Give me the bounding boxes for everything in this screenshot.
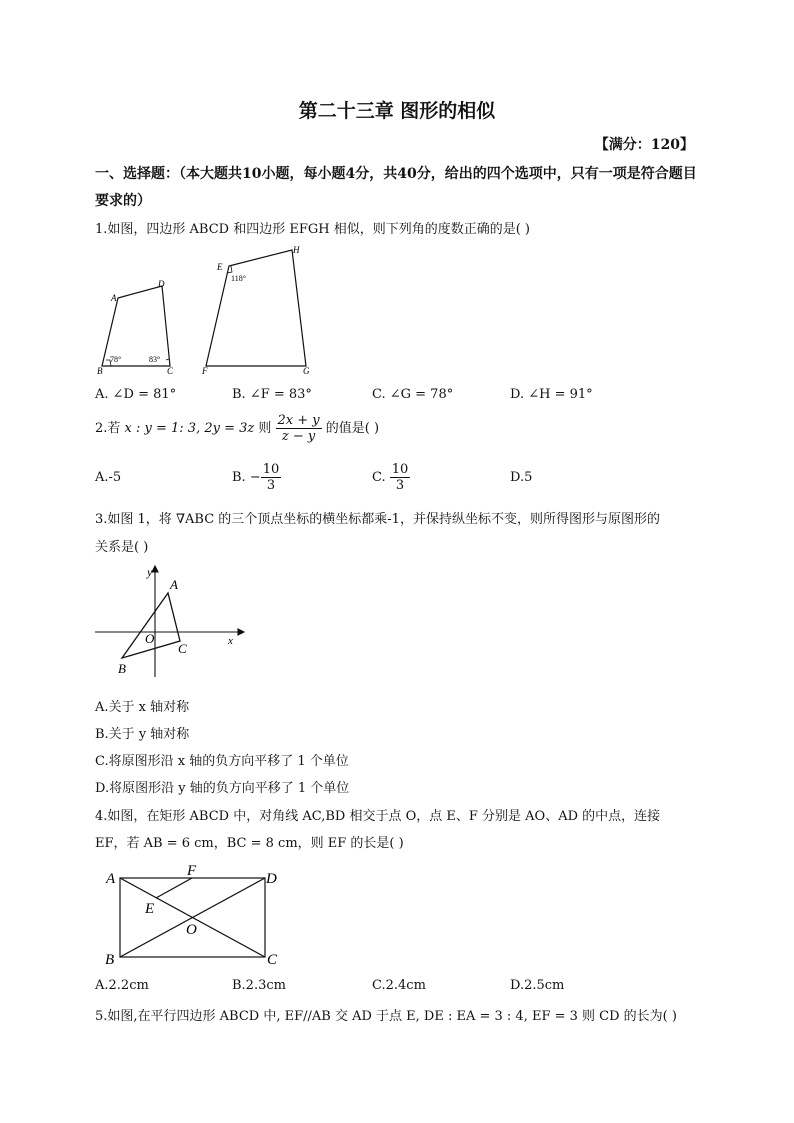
- question-1-option-a: A. ∠D = 81°: [95, 387, 177, 402]
- question-4-figure: [100, 862, 290, 972]
- question-2-option-c-denominator: 3: [395, 478, 405, 493]
- question-2-option-d: D.5: [510, 470, 533, 485]
- question-5-stem: 5.如图,在平行四边形 ABCD 中, EF//AB 交 AD 于点 E, DE : EA = 3 : 4, EF = 3 则 CD 的长为( ): [95, 1009, 677, 1024]
- question-3-option-c: C.将原图形沿 x 轴的负方向平移了 1 个单位: [95, 754, 349, 769]
- question-2-option-a: A.-5: [95, 470, 122, 485]
- triangle-abc: [122, 593, 180, 658]
- point-a-label: A: [170, 577, 178, 592]
- question-2-option-b-numerator: 10: [262, 462, 280, 477]
- question-2-numerator: 2x + y: [277, 413, 320, 428]
- question-1-stem: 1.如图，四边形 ABCD 和四边形 EFGH 相似，则下列角的度数正确的是( ): [95, 222, 530, 237]
- question-2-condition: x : y = 1: 3, 2y = 3z: [124, 421, 255, 436]
- label-c: C: [267, 952, 278, 968]
- question-4-line-2: EF，若 AB = 6 cm，BC = 8 cm，则 EF 的长是( ): [95, 836, 404, 851]
- question-2-option-c: [372, 462, 410, 493]
- page-title: 第二十三章 图形的相似: [298, 100, 496, 122]
- label-a: A: [106, 871, 116, 887]
- label-e: E: [217, 262, 223, 272]
- label-h: H: [293, 245, 300, 255]
- question-3-line-1: 3.如图 1，将 ∇ABC 的三个顶点坐标的横坐标都乘-1，并保持纵坐标不变，则所得图形与原图形的: [95, 512, 660, 527]
- section-heading: 一、选择题：（本大题共10小题，每小题4分，共40分，给出的四个选项中，只有一项是符合题目要求的）: [95, 166, 697, 209]
- question-4-option-c: C.2.4cm: [372, 978, 426, 993]
- question-1-figure: [90, 240, 330, 380]
- question-1-option-c: C. ∠G = 78°: [372, 387, 454, 402]
- question-2-option-b-prefix: B. −: [232, 470, 261, 485]
- label-f: F: [187, 863, 197, 879]
- question-3-option-b: B.关于 y 轴对称: [95, 727, 190, 742]
- question-2-option-b: [232, 462, 281, 493]
- label-c: C: [167, 366, 174, 376]
- question-4-line-1: 4.如图，在矩形 ABCD 中，对角线 AC,BD 相交于点 O，点 E、F 分别是 AO、AD 的中点，连接: [95, 809, 661, 824]
- rectangle-abcd: [120, 878, 265, 957]
- axis-y-label: y: [147, 565, 153, 579]
- full-score-label: 【满分：120】: [594, 137, 694, 153]
- question-3-option-d: D.将原图形沿 y 轴的负方向平移了 1 个单位: [95, 781, 350, 796]
- question-2-suffix: 的值是( ): [321, 421, 380, 436]
- question-2-option-c-prefix: C.: [372, 470, 390, 485]
- angle-e-value: 118°: [231, 274, 246, 283]
- question-3-figure: [92, 562, 247, 680]
- question-3-option-a: A.关于 x 轴对称: [95, 700, 190, 715]
- question-2-stem: [95, 413, 379, 444]
- angle-b-value: 78°: [110, 355, 122, 364]
- label-g: G: [303, 366, 310, 376]
- label-b: B: [97, 366, 103, 376]
- question-2-fraction: [276, 413, 322, 444]
- label-o: O: [186, 922, 197, 938]
- label-b: B: [105, 952, 115, 968]
- label-a: A: [111, 293, 117, 303]
- question-4-option-d: D.2.5cm: [510, 978, 565, 993]
- question-2-option-b-denominator: 3: [266, 478, 276, 493]
- question-1-option-b: B. ∠F = 83°: [232, 387, 312, 402]
- point-c-label: C: [178, 641, 187, 656]
- question-2-middle: 则: [254, 421, 276, 436]
- angle-c-mark: [166, 359, 169, 360]
- axis-x-label: x: [228, 635, 233, 647]
- question-2-option-c-numerator: 10: [391, 462, 409, 477]
- label-e: E: [145, 901, 155, 917]
- label-d: D: [266, 871, 277, 887]
- question-2-prefix: 2.若: [95, 421, 125, 436]
- point-b-label: B: [118, 661, 126, 676]
- label-f: F: [202, 366, 208, 376]
- question-3-line-2: 关系是( ): [95, 540, 149, 555]
- label-d: D: [158, 279, 165, 289]
- question-4-option-a: A.2.2cm: [95, 978, 149, 993]
- question-2-denominator: z − y: [281, 429, 316, 444]
- angle-c-value: 83°: [149, 355, 161, 364]
- origin-label: O: [145, 631, 155, 646]
- question-1-option-d: D. ∠H = 91°: [510, 387, 593, 402]
- question-4-option-b: B.2.3cm: [232, 978, 286, 993]
